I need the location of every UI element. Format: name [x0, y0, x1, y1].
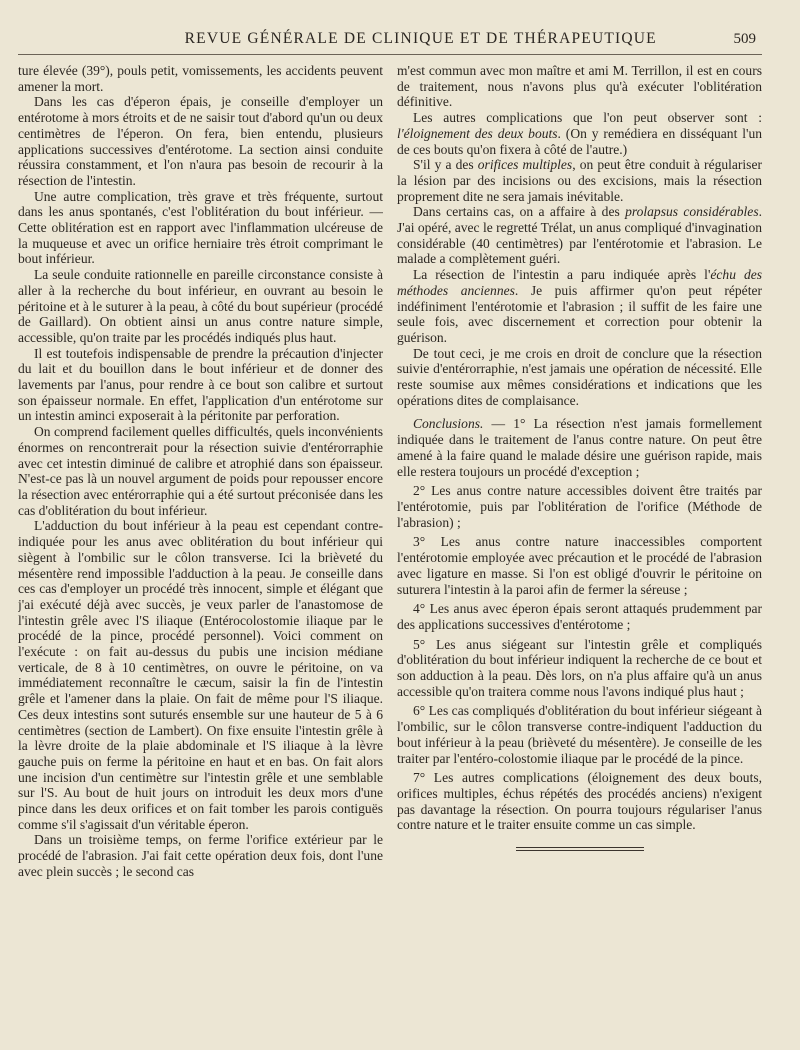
paragraph [397, 267, 762, 346]
journal-title: REVUE GÉNÉRALE DE CLINIQUE ET DE THÉRAPEUTIQUE [184, 30, 657, 47]
conclusions-label: Conclusions. [413, 416, 484, 432]
text-run: , on peut être conduit à régulariser la lésion par des incisions ou des excisions, mais la résection proprement dite ne sera jamais inévitable. [397, 157, 762, 204]
italic-term: prolapsus considérables [625, 204, 759, 220]
text-run: . Je puis affirmer qu'on peut répéter indéfiniment l'entérotomie et l'abrasion ; il suffit de les faire une seule fois, avec discernement et correction pour obtenir la guérison. [397, 282, 762, 345]
text-run: Dans certains cas, on a affaire à des [413, 204, 626, 220]
italic-term: orifices multiples [477, 157, 573, 173]
text-run: S'il y a des [413, 157, 478, 173]
conclusion-item: 5° Les anus siégeant sur l'intestin grêle et compliqués d'oblitération du bout inférieur indiquent la recherche de ce bout et son adduction à la peau. Dès lors, on n'a plus affaire qu'à un anus accessible qu'on traitera comme nous l'avons indiqué plus haut ; [397, 636, 762, 699]
paragraph: Il est toutefois indispensable de prendre la précaution d'injecter du lait et du bouillon dans le bout inférieur et de donner des lavements par l'anus, pour rendre à ce bout son calibre et surtout son épaisseur normale. En effet, l'application d'un entérotome sur un intestin aminci exposerait à la péritonite par perforation. [18, 345, 383, 424]
italic-term: échu des méthodes anciennes [397, 267, 762, 298]
paragraph: Dans les cas d'éperon épais, je conseille d'employer un entérotome à mors étroits et de ne saisir tout d'abord qu'un ou deux centimètres de l'éperon. On fera, bien entendu, plusieurs applications successives d'entérotome. La section ainsi conduite réussira constamment, et l'on n'aura pas besoin de recourir à la résection de l'intestin. [18, 94, 383, 188]
italic-term: l'éloignement des deux bouts [397, 125, 558, 141]
paragraph: De tout ceci, je me crois en droit de conclure que la résection suivie d'entérorraphie, n'est jamais une opération de nécessité. Elle reste soumise aux mêmes considérations et indications que les opérations dites de complaisance. [397, 345, 762, 408]
text-run: La résection de l'intestin a paru indiquée après l' [413, 267, 711, 283]
conclusion-item: 3° Les anus contre nature inaccessibles comportent l'entérotomie employée avec précaution et le procédé de l'abrasion avec ligature en masse. Si l'on est obligé d'ouvrir le péritoine on suturera l'intestin à la paroi afin de fermer la séreuse ; [397, 534, 762, 597]
paragraph [397, 204, 762, 267]
paragraph: On comprend facilement quelles difficultés, quels inconvénients énormes on rencontrerait pour la résection suivie d'entérorraphie avec cet intestin diminué de calibre et atrophié dans son épaisseur. N'est-ce pas là un nouvel argument de poids pour repousser encore la résection avec entérorraphie qui a été surtout préconisée dans les cas d'oblitération du bout inférieur. [18, 424, 383, 518]
conclusion-item: 4° Les anus avec éperon épais seront attaqués prudemment par des applications successives d'entérotome ; [397, 601, 762, 632]
running-header [18, 30, 762, 55]
page-number: 509 [733, 31, 756, 47]
text-run: . J'ai opéré, avec le regretté Trélat, un anus compliqué d'invagination considérable (40 centimètres) par l'entérotomie et l'abrasion. Le malade a complètement guéri. [397, 204, 762, 267]
text-run: . (On y remédiera en disséquant l'un de ces bouts qu'on fixera à côté de l'autre.) [397, 125, 762, 157]
conclusion-item: 7° Les autres complications (éloignement des deux bouts, orifices multiples, échus répétés des procédés anciens) n'exigent pas davantage la résection. On pourra toujours régulariser l'anus contre nature et le traiter ensuite comme un cas simple. [397, 770, 762, 833]
text-run: — 1° La résection n'est jamais formellement indiquée dans le traitement de l'anus contre nature. On peut être amené à la faire quand le malade désire une guérison rapide, mais elle restera toujours un procédé d'exception ; [397, 416, 762, 479]
paragraph: La seule conduite rationnelle en pareille circonstance consiste à aller à la recherche du bout inférieur, en ouvrant au besoin le péritoine et à le suturer à la peau, à côté du bout supérieur (procédé de Gaillard). On obtient ainsi un anus contre nature simple, accessible, qu'on traite par les procédés indiqués plus haut. [18, 267, 383, 345]
paragraph [397, 157, 762, 204]
paragraph: Une autre complication, très grave et très fréquente, surtout dans les anus spontanés, c'est l'oblitération du bout inférieur. — Cette oblitération est en rapport avec l'inflammation ulcéreuse de la muqueuse et avec un orifice herniaire très étroit comprimant le bout inférieur. [18, 188, 383, 267]
text-run: Les autres complications que l'on peut observer sont : [413, 110, 762, 126]
paragraph: ture élevée (39°), pouls petit, vomissements, les accidents peuvent amener la mort. [18, 63, 383, 94]
end-rule [516, 847, 644, 851]
paragraph [397, 110, 762, 157]
text-columns [18, 63, 762, 1018]
right-column [397, 63, 762, 1018]
paragraph: Dans un troisième temps, on ferme l'orifice extérieur par le procédé de l'abrasion. J'ai fait cette opération deux fois, dont l'une avec plein succès ; le second cas [18, 832, 383, 879]
left-column [18, 63, 383, 1018]
conclusion-item: 2° Les anus contre nature accessibles doivent être traités par l'entérotomie, puis par l'oblitération de l'orifice (Méthode de l'abrasion) ; [397, 483, 762, 530]
conclusions-paragraph [397, 416, 762, 479]
paragraph: m'est commun avec mon maître et ami M. Terrillon, il est en cours de traitement, nous n'avons plus qu'à exécuter l'oblitération définitive. [397, 63, 762, 110]
paragraph: L'adduction du bout inférieur à la peau est cependant contre-indiquée pour les anus avec oblitération du bout inférieur qui siègent à l'ombilic sur le côlon transverse. Ici la brièveté du mésentère rend impossible l'adduction à la peau. Je conseille dans ces cas d'employer un procédé très innocent, simple et élégant que j'ai exécuté déjà avec succès, je veux parler de l'anastomose de l'intestin grêle avec l'S iliaque (Entérocolostomie iliaque par le procédé de la pince, procédé personnel). Voici comment on l'exécute : on fait au-dessus du pubis une incision médiane verticale, de 8 à 10 centimètres, on ouvre le péritoine, on va immédiatement reconnaître le cæcum, saisir la fin de l'intestin grêle et l'amener dans la plaie. On fait de même pour l'S iliaque. Ces deux intestins sont suturés ensemble sur une hauteur de 5 à 6 centimètres (section de Lambert). On fixe ensuite l'intestin grêle à la lèvre droite de la plaie abdominale et l'S iliaque à la lèvre gauche puis on ferme la péritoine en haut et en bas. On fait alors une incision d'un centimètre sur l'intestin grêle et une semblable sur l'S. Au bout de huit jours on introduit les deux mors d'une pince dans les deux orifices et on fait tomber les parois contiguës comme s'il s'agissait d'un véritable éperon. [18, 518, 383, 832]
conclusion-item: 6° Les cas compliqués d'oblitération du bout inférieur siégeant à l'ombilic, sur le côlon transverse contre-indiquent l'adduction du bout inférieur à la peau (brièveté du mésentère). Je conseille de les traiter par l'entéro-colostomie iliaque par le procédé de la pince. [397, 703, 762, 766]
